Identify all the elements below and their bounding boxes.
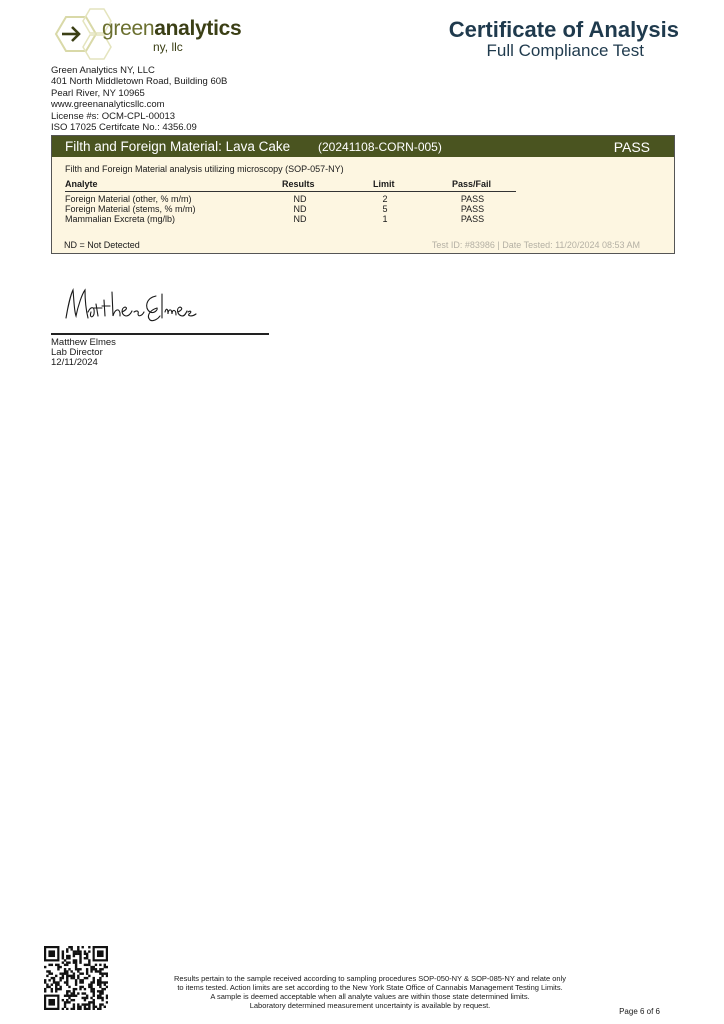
column-header-results: Results [282, 179, 315, 189]
footer-line-3: A sample is deemed acceptable when all analyte values are within those state determined limits. [210, 992, 530, 1001]
footer-line-1: Results pertain to the sample received according to sampling procedures SOP-050-NY & SOP-085-NY and relate only [173, 974, 566, 983]
analyte-result: ND [293, 194, 307, 204]
lab-info-block [51, 65, 227, 133]
column-header-analyte: Analyte [65, 179, 98, 189]
section-header [52, 136, 674, 157]
analyte-result: ND [293, 214, 307, 224]
document-title: Certificate of Analysis [448, 17, 679, 42]
analyte-pass-fail: PASS [460, 214, 485, 224]
analyte-pass-fail: PASS [460, 204, 485, 214]
nd-legend: ND = Not Detected [64, 240, 140, 250]
lab-address-line1: 401 North Middletown Road, Building 60B [51, 76, 228, 88]
sample-id: (20241108-CORN-005) [318, 140, 442, 154]
document-subtitle: Full Compliance Test [486, 41, 644, 60]
filth-foreign-material-section [51, 135, 675, 254]
analyte-result: ND [293, 204, 307, 214]
logo-subtext: ny, llc [153, 40, 183, 54]
header-divider [65, 191, 516, 192]
analyte-pass-fail: PASS [460, 194, 485, 204]
lab-license: License #s: OCM-CPL-00013 [51, 110, 176, 122]
logo-wordmark [102, 17, 241, 41]
signer-role: Lab Director [51, 347, 103, 359]
test-id-date: Test ID: #83986 | Date Tested: 11/20/2024 08:53 AM [431, 240, 640, 250]
column-header-passfail: Pass/Fail [452, 179, 492, 189]
qr-code-graphic [44, 946, 108, 1010]
section-title: Filth and Foreign Material: Lava Cake [65, 139, 291, 154]
qr-code-icon[interactable] [44, 946, 108, 1010]
logo-word-green: green [102, 17, 155, 40]
signature-date: 12/11/2024 [51, 357, 98, 369]
analyte-limit: 2 [382, 194, 388, 204]
column-header-limit: Limit [373, 179, 395, 189]
analyte-name: Mammalian Excreta (mg/lb) [65, 214, 176, 224]
analyte-limit: 1 [382, 214, 388, 224]
logo-word-analytics: analytics [154, 17, 242, 40]
signer-name: Matthew Elmes [51, 337, 116, 348]
lab-website: www.greenanalyticsllc.com [51, 99, 165, 111]
analyte-name: Foreign Material (other, % m/m) [65, 194, 192, 204]
section-result-badge: PASS [613, 139, 650, 155]
signature-line [51, 333, 269, 335]
signer-block [51, 338, 116, 369]
analyte-name: Foreign Material (stems, % m/m) [65, 204, 196, 214]
lab-name: Green Analytics NY, LLC [51, 65, 155, 76]
footer-line-4: Laboratory determined measurement uncertainty is available by request. [249, 1001, 491, 1010]
footer-disclaimer [130, 974, 610, 1010]
lab-iso-certificate: ISO 17025 Certifcate No.: 4356.09 [51, 122, 197, 134]
lab-address-line2: Pearl River, NY 10965 [51, 87, 145, 99]
method-description: Filth and Foreign Material analysis utilizing microscopy (SOP-057-NY) [65, 164, 344, 174]
analyte-limit: 5 [382, 204, 388, 214]
page-number: Page 6 of 6 [619, 1007, 660, 1016]
footer-line-2: to items tested. Action limits are set according to the New York State Office of Cannabis Management Testing Limits. [177, 983, 563, 992]
handwritten-signature [58, 282, 198, 332]
signature-icon [58, 282, 198, 332]
table-row [52, 214, 674, 225]
